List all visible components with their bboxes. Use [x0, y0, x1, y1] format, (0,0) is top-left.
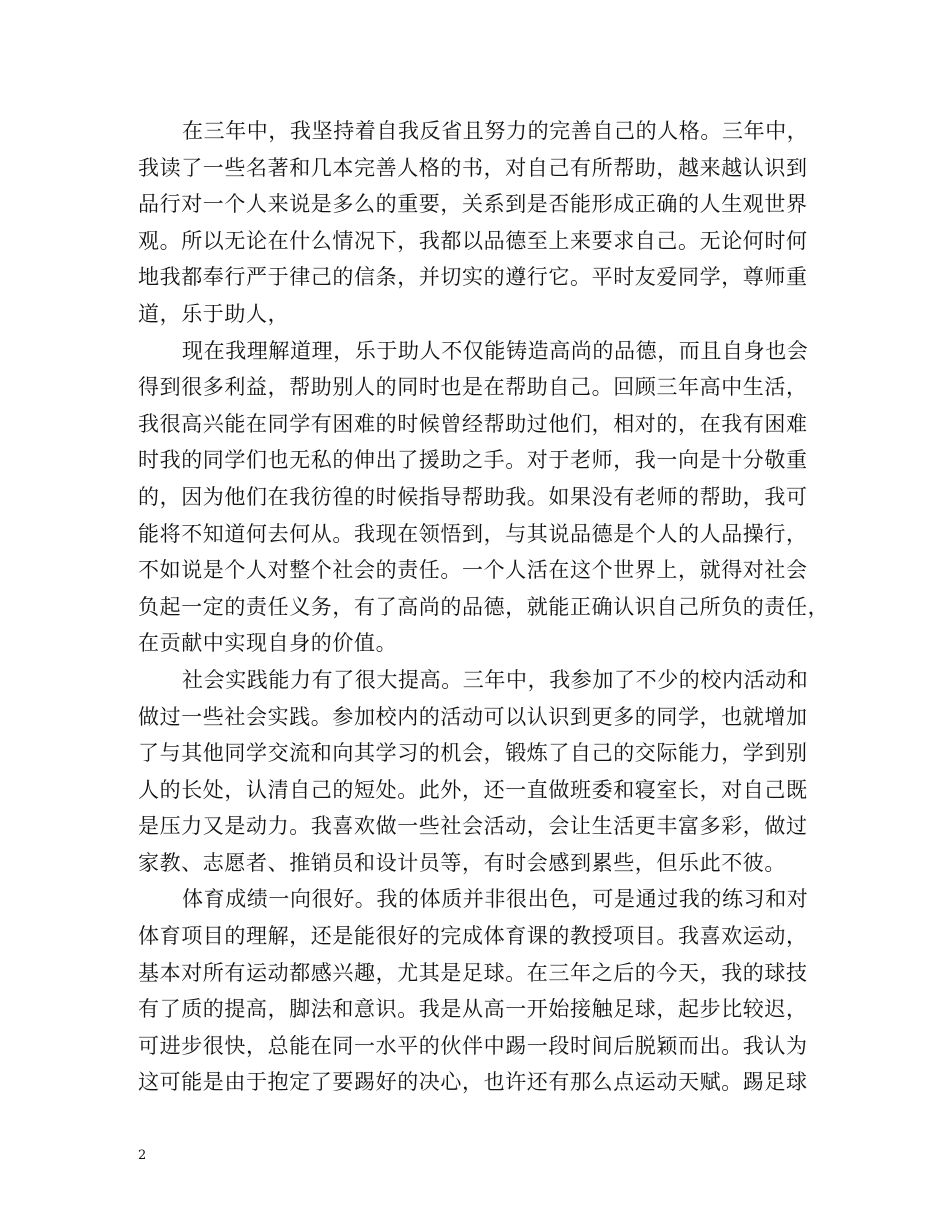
paragraph-line: 我读了一些名著和几本完善人格的书，对自己有所帮助，越来越认识到 — [138, 155, 808, 180]
paragraph-line: 家教、志愿者、推销员和设计员等，有时会感到累些，但乐此不彼。 — [138, 850, 786, 875]
paragraph-line: 观。所以无论在什么情况下，我都以品德至上来要求自己。无论何时何 — [138, 228, 808, 253]
paragraph-line: 的，因为他们在我彷徨的时候指导帮助我。如果没有老师的帮助，我可 — [138, 484, 808, 509]
paragraph-line: 基本对所有运动都感兴趣，尤其是足球。在三年之后的今天，我的球技 — [138, 960, 808, 985]
paragraph-line: 做过一些社会实践。参加校内的活动可以认识到更多的同学，也就增加 — [138, 704, 808, 729]
paragraph-line: 社会实践能力有了很大提高。三年中，我参加了不少的校内活动和 — [182, 667, 809, 692]
body-text — [138, 113, 830, 1101]
paragraph-line: 得到很多利益，帮助别人的同时也是在帮助自己。回顾三年高中生活， — [138, 375, 808, 400]
paragraph-line: 人的长处，认清自己的短处。此外，还一直做班委和寝室长，对自己既 — [138, 777, 808, 802]
paragraph-line: 现在我理解道理，乐于助人不仅能铸造高尚的品德，而且自身也会 — [182, 338, 809, 363]
paragraph-line: 地我都奉行严于律己的信条，并切实的遵行它。平时友爱同学，尊师重 — [138, 265, 808, 290]
paragraph-line: 道，乐于助人， — [138, 301, 290, 326]
paragraph-line: 可进步很快，总能在同一水平的伙伴中踢一段时间后脱颖而出。我认为 — [138, 1033, 808, 1058]
paragraph-line: 体育项目的理解，还是能很好的完成体育课的教授项目。我喜欢运动， — [138, 924, 808, 949]
page-number: 2 — [138, 1148, 147, 1163]
paragraph-line: 体育成绩一向很好。我的体质并非很出色，可是通过我的练习和对 — [182, 887, 809, 912]
paragraph-line: 这可能是由于抱定了要踢好的决心，也许还有那么点运动天赋。踢足球 — [138, 1070, 808, 1095]
paragraph-line: 时我的同学们也无私的伸出了援助之手。对于老师，我一向是十分敬重 — [138, 448, 808, 473]
paragraph-line: 是压力又是动力。我喜欢做一些社会活动，会让生活更丰富多彩，做过 — [138, 814, 808, 839]
paragraph-line: 我很高兴能在同学有困难的时候曾经帮助过他们，相对的，在我有困难 — [138, 411, 808, 436]
paragraph-line: 不如说是个人对整个社会的责任。一个人活在这个世界上，就得对社会 — [138, 558, 808, 583]
paragraph-line: 能将不知道何去何从。我现在领悟到，与其说品德是个人的人品操行， — [138, 521, 808, 546]
paragraph-line: 负起一定的责任义务，有了高尚的品德，就能正确认识自己所负的责任， — [138, 594, 830, 619]
paragraph-line: 有了质的提高，脚法和意识。我是从高一开始接触足球，起步比较迟， — [138, 997, 808, 1022]
paragraph-line: 了与其他同学交流和向其学习的机会，锻炼了自己的交际能力，学到别 — [138, 741, 808, 766]
paragraph-line: 在贡献中实现自身的价值。 — [138, 631, 398, 656]
paragraph-line: 品行对一个人来说是多么的重要，关系到是否能形成正确的人生观世界 — [138, 192, 808, 217]
paragraph-line: 在三年中，我坚持着自我反省且努力的完善自己的人格。三年中， — [182, 119, 809, 143]
